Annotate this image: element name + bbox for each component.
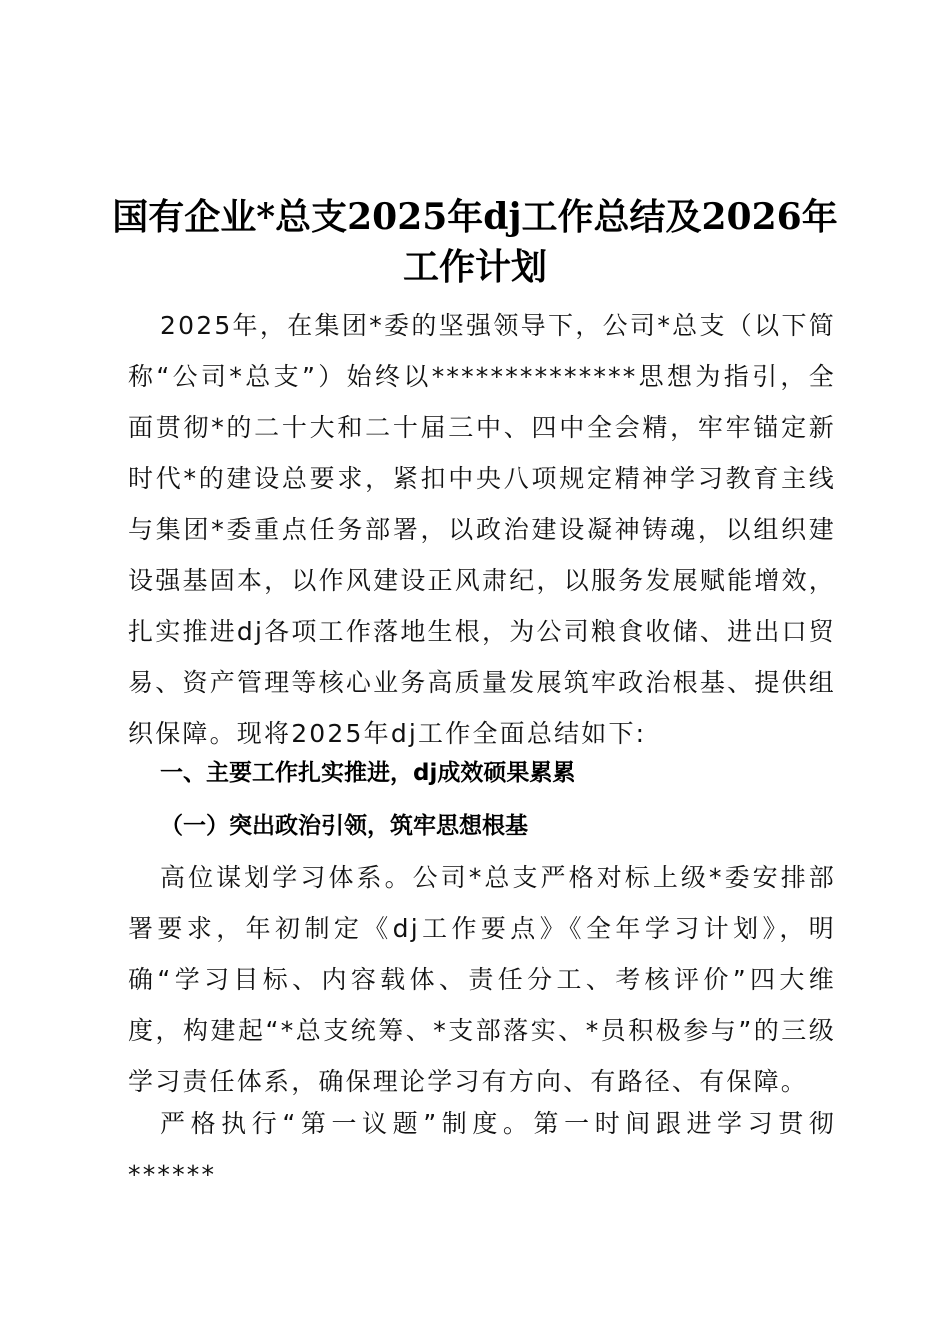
document-title bbox=[100, 192, 850, 292]
learning-system-paragraph: 高位谋划学习体系。公司*总支严格对标上级*委安排部署要求，年初制定《dj工作要点》《全年学习计划》，明确“学习目标、内容载体、责任分工、考核评价”四大维度，构建起“*总支统筹、*支部落实、*员积极参与”的三级学习责任体系，确保理论学习有方向、有路径、有保障。 bbox=[128, 863, 836, 1096]
section-heading: 一、主要工作扎实推进，dj成效硕果累累 bbox=[160, 760, 576, 786]
title-line-2: 工作计划 bbox=[402, 246, 547, 289]
title-line-1: 国有企业*总支2025年dj工作总结及2026年 bbox=[112, 196, 838, 239]
first-topic-paragraph: 严格执行“第一议题”制度。第一时间跟进学习贯彻****** bbox=[128, 1109, 836, 1189]
subsection-heading: （一）突出政治引领，筑牢思想根基 bbox=[160, 812, 528, 839]
intro-paragraph: 2025年，在集团*委的坚强领导下，公司*总支（以下简称“公司*总支”）始终以**************思想为指引，全面贯彻*的二十大和二十届三中、四中全会精，牢牢锚定新时代*的建设总要求，紧扣中央八项规定精神学习教育主线与集团*委重点任务部署，以政治建设凝神铸魂，以组织建设强基固本，以作风建设正风肃纪，以服务发展赋能增效，扎实推进dj各项工作落地生根，为公司粮食收储、进出口贸易、资产管理等核心业务高质量发展筑牢政治根基、提供组织保障。现将2025年dj工作全面总结如下: bbox=[128, 311, 836, 748]
